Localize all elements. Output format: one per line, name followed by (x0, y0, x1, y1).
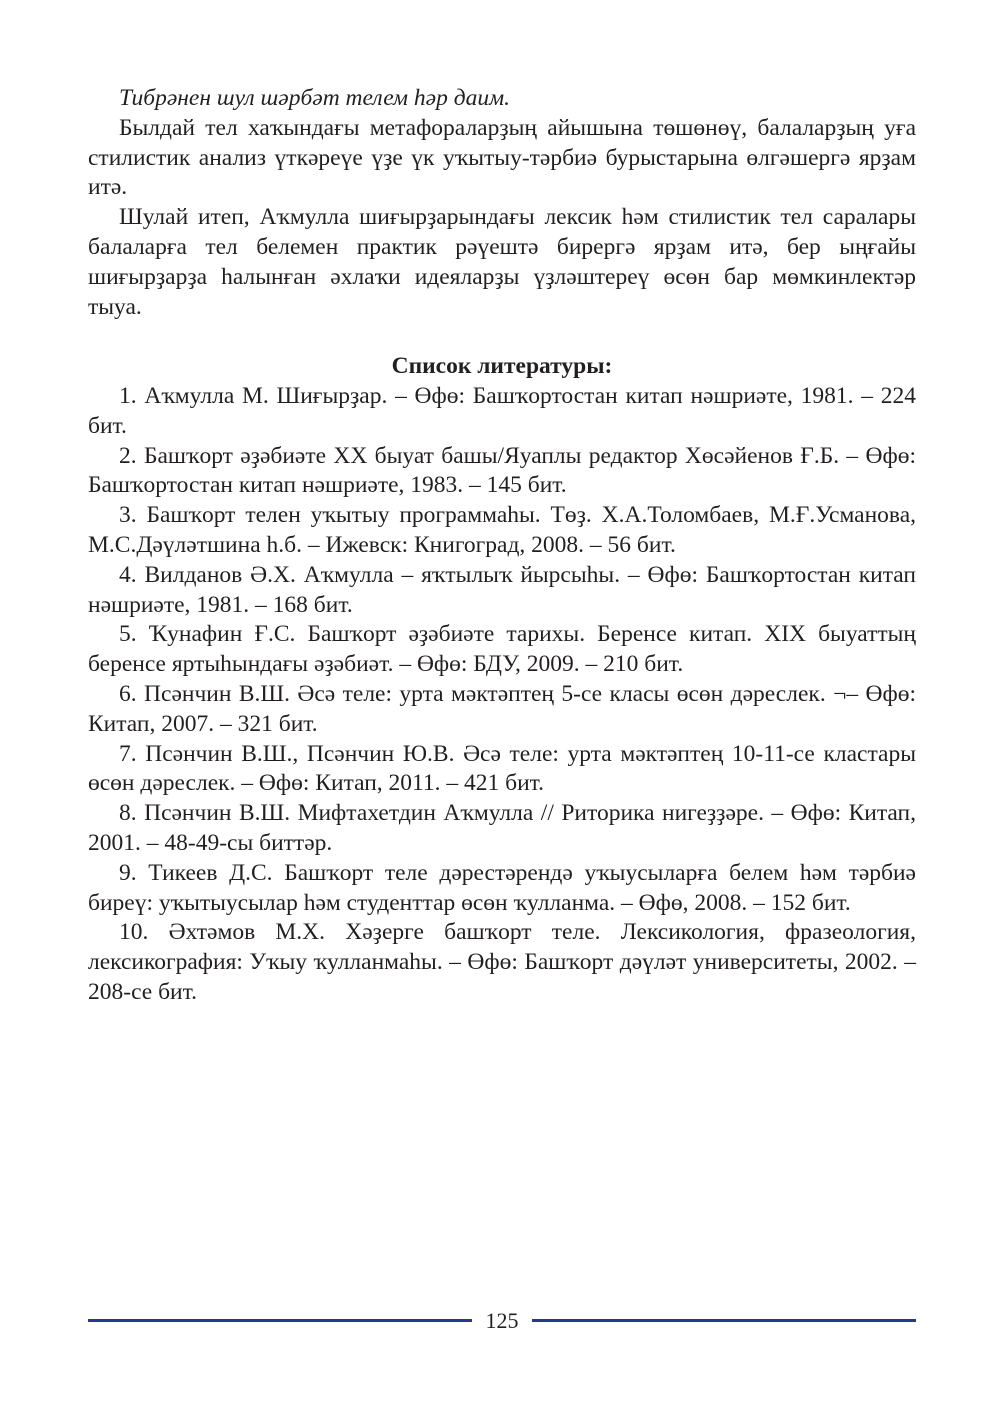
reference-item: 6. Псәнчин В.Ш. Әсә теле: урта мәктәптең 5-се класы өсөн дәреслек. ¬– Өфө: Китап, 2007. – 321 бит. (88, 680, 916, 737)
footer-rule-left (88, 1319, 472, 1322)
reference-item: 10. Әхтәмов М.Х. Хәҙерге башҡорт теле. Лексикология, фразеология, лексикография: Уҡыу ҡулланмаһы. – Өфө: Башҡорт дәүләт университеты, 2002. – 208-се бит. (88, 919, 916, 1005)
reference-item: 2. Башҡорт әҙәбиәте ХХ быуат башы/Яуаплы редактор Хөсәйенов Ғ.Б. – Өфө: Башҡортостан китап нәшриәте, 1983. – 145 бит. (88, 442, 916, 499)
page-content (88, 84, 916, 1008)
reference-item: 4. Вилданов Ә.Х. Аҡмулла – яҡтылыҡ йырсыһы. – Өфө: Башҡортостан китап нәшриәте, 1981. – 168 бит. (88, 561, 916, 618)
page-footer (88, 1306, 916, 1336)
page-number: 125 (485, 1308, 519, 1333)
footer-rule-right (532, 1319, 916, 1322)
poem-line: Тибрәнен шул шәрбәт телем һәр даим. (119, 85, 510, 111)
reference-item: 8. Псәнчин В.Ш. Мифтахетдин Аҡмулла // Риторика нигеҙҙәре. – Өфө: Китап, 2001. – 48-49-сы биттәр. (88, 800, 916, 856)
reference-item: 9. Тикеев Д.С. Башҡорт теле дәрестәрендә уҡыусыларға белем һәм тәрбиә биреү: уҡытыусылар һәм студенттар өсөн ҡулланма. – Өфө, 2008. – 152 бит. (88, 859, 916, 916)
references-heading: Список литературы: (391, 353, 613, 380)
references-list (88, 382, 916, 1008)
reference-item: 3. Башҡорт телен уҡытыу программаһы. Төҙ. Х.А.Толомбаев, М.Ғ.Усманова, М.С.Дәүләтшина һ.б. – Ижевск: Книгоград, 2008. – 56 бит. (88, 502, 916, 558)
reference-item: 7. Псәнчин В.Ш., Псәнчин Ю.В. Әсә теле: урта мәктәптең 10-11-се кластары өсөн дәреслек. – Өфө: Китап, 2011. – 421 бит. (88, 740, 916, 797)
reference-item: 5. Ҡунафин Ғ.С. Башҡорт әҙәбиәте тарихы. Беренсе китап. XIX быуаттың беренсе яртыһындағы әҙәбиәт. – Өфө: БДУ, 2009. – 210 бит. (88, 621, 916, 678)
body-paragraph: Шулай итеп, Аҡмулла шиғырҙарындағы лексик һәм стилистик тел саралары балаларға тел белемен практик рәүештә бирергә ярҙам итә, бер ыңғайы шиғырҙарҙа һалынған әхлаҡи идеяларҙы үҙләштереү өсөн бар мөмкинлектәр тыуа. (88, 204, 916, 320)
body-paragraph: Былдай тел хаҡындағы метафораларҙың айышына төшөнөү, балаларҙың уға стилистик анализ үткәреүе үҙе үк уҡытыу-тәрбиә бурыстарына өлгәшергә ярҙам итә. (88, 114, 916, 201)
reference-item: 1. Аҡмулла М. Шиғырҙар. – Өфө: Башҡортостан китап нәшриәте, 1981. – 224 бит. (88, 382, 916, 439)
